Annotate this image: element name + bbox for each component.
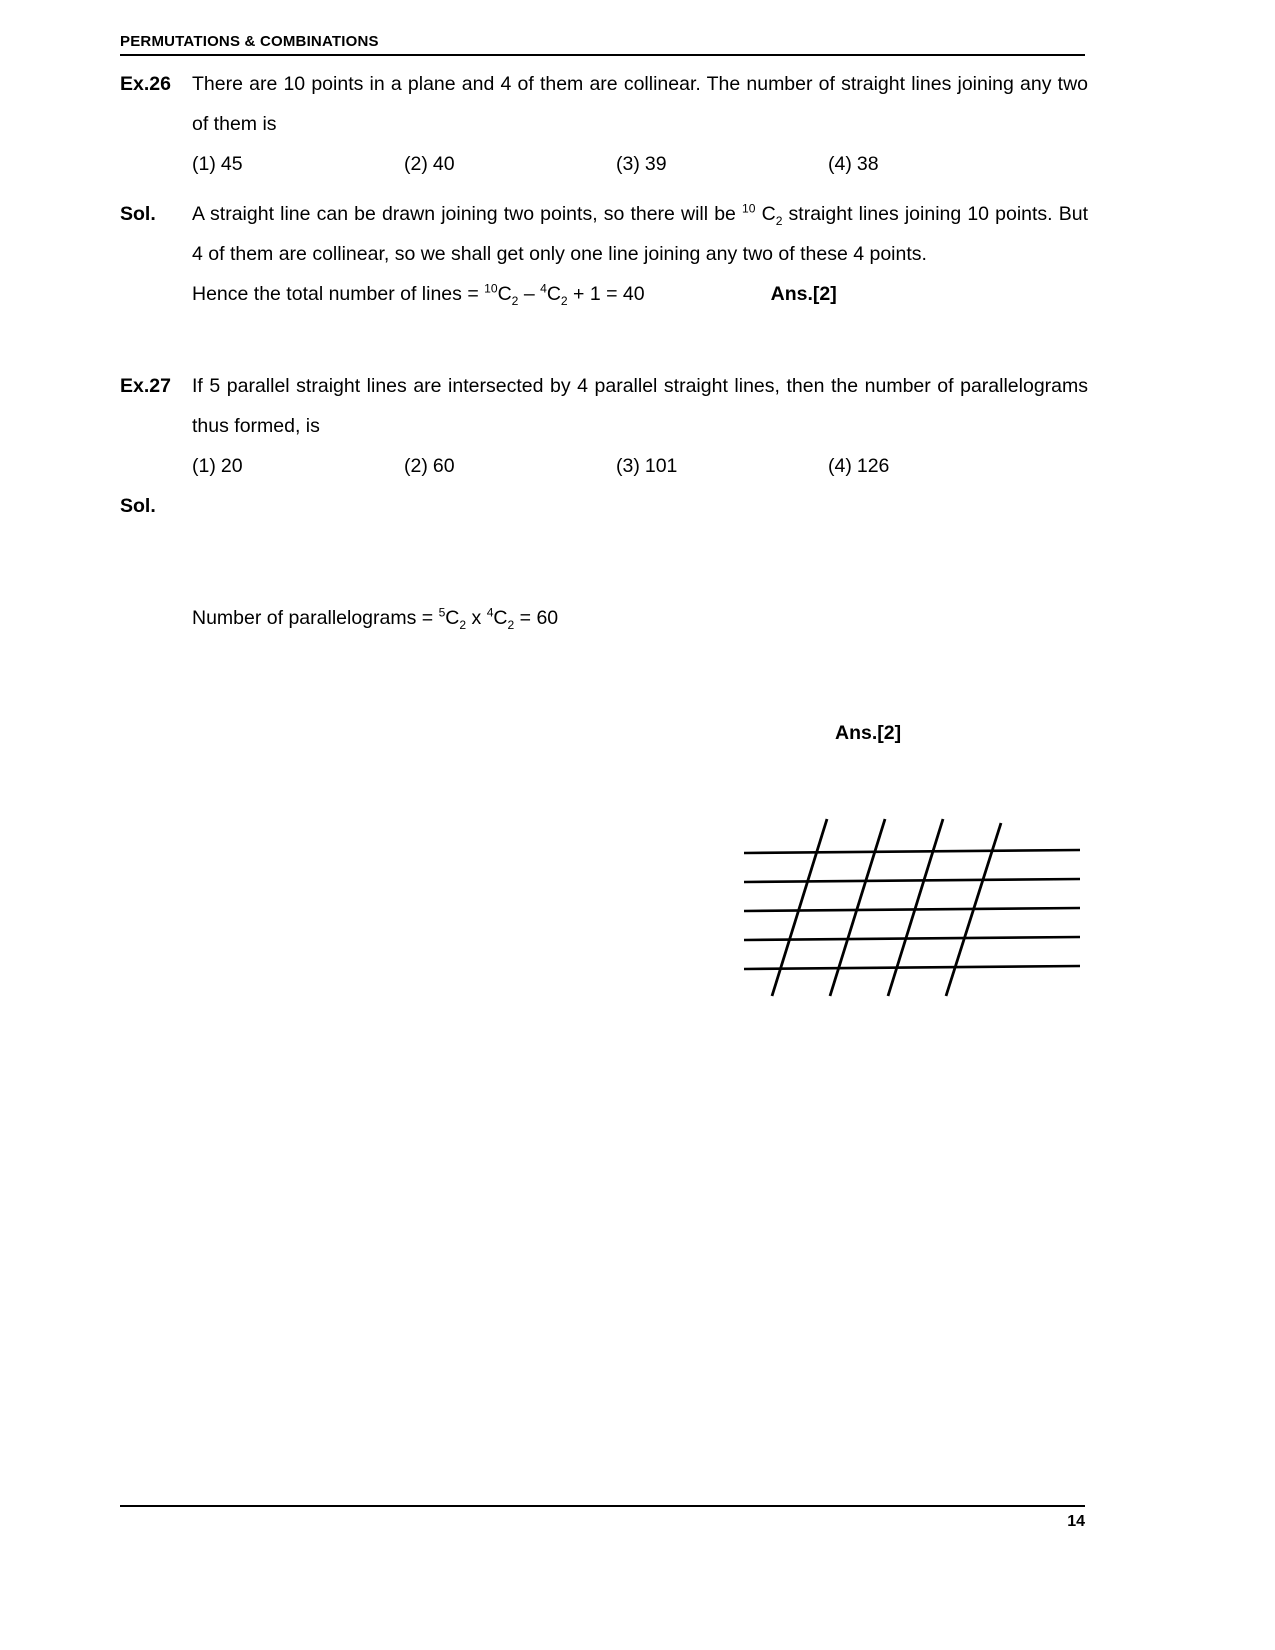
question-27-statement-row [120, 366, 1088, 446]
solution-26-line1-part-a: A straight line can be drawn joining two points, so there will be [192, 203, 736, 225]
solution-27-subscript-1: 2 [459, 617, 467, 632]
option-26-2-value: 40 [432, 153, 455, 175]
solution-27-expression-row [120, 598, 1088, 638]
horizontal-lines-group [744, 850, 1080, 969]
option-26-1-value: 45 [220, 153, 243, 175]
slanted-line-3 [888, 819, 943, 996]
option-27-4[interactable] [828, 446, 1040, 486]
solution-27-times: x [471, 607, 482, 629]
solution-26-final-row [120, 274, 1088, 314]
question-block-26 [120, 64, 1088, 314]
solution-27-row [120, 486, 1088, 526]
solution-27-superscript-1: 5 [438, 605, 446, 620]
option-27-1-value: 20 [220, 455, 243, 477]
solution-26-body [192, 194, 1088, 274]
option-27-3-value: 101 [644, 455, 678, 477]
solution-26-line1-superscript: 10 [742, 201, 756, 216]
question-26-options [192, 144, 1088, 184]
question-27-text: If 5 parallel straight lines are intersected by 4 parallel straight lines, then the number of parallelograms thus formed, is [192, 375, 1088, 437]
solution-26-line2-minus: – [523, 283, 535, 305]
solution-26-line2-part-a: Hence the total number of lines = [192, 283, 479, 305]
question-27-options-row [120, 446, 1088, 486]
option-26-4-value: 38 [856, 153, 879, 175]
parallel-lines-figure [732, 806, 1092, 1006]
solution-27-base-1: C [445, 607, 460, 629]
option-27-2[interactable] [404, 446, 616, 486]
solution-26-row [120, 194, 1088, 274]
option-26-4[interactable] [828, 144, 1040, 184]
parallel-lines-grid-svg [732, 806, 1092, 1006]
option-26-3-value: 39 [644, 153, 667, 175]
question-27-tag: Ex.27 [120, 375, 171, 397]
solution-26-line2-subscript-2: 2 [560, 293, 568, 308]
question-block-27 [120, 366, 1088, 744]
solution-27-superscript-2: 4 [486, 605, 494, 620]
answer-27: Ans.[2] [835, 722, 902, 744]
horizontal-line-2 [744, 879, 1080, 882]
solution-26-line1-part-b: straight lines joining 10 points. But 4 of them are collinear, so we shall get only one line joining any two of these 4 points. [192, 203, 1088, 265]
option-27-3-number: (3) [616, 455, 640, 477]
slanted-line-2 [830, 819, 885, 996]
solution-26-line2-subscript-1: 2 [511, 293, 519, 308]
solution-26-final-expression [192, 274, 645, 314]
option-27-1[interactable] [192, 446, 404, 486]
solution-27-subscript-2: 2 [507, 617, 515, 632]
solution-26-final-line [192, 274, 1088, 314]
solution-26-line2-part-b: + 1 = 40 [573, 283, 645, 305]
solution-27-expression [192, 605, 559, 632]
solution-26-line2-base-1: C [497, 283, 512, 305]
page-footer [120, 1505, 1085, 1531]
solution-27-line-part-b: = 60 [519, 607, 559, 629]
page-header [120, 34, 1085, 56]
option-26-4-number: (4) [828, 153, 852, 175]
header-divider [120, 54, 1085, 56]
horizontal-line-3 [744, 908, 1080, 911]
option-27-2-number: (2) [404, 455, 428, 477]
solution-26-line2-superscript-1: 10 [484, 281, 498, 296]
answer-26: Ans.[2] [770, 283, 837, 305]
solution-27-tag: Sol. [120, 495, 156, 517]
header-title: PERMUTATIONS & COMBINATIONS [120, 33, 379, 50]
option-26-1-number: (1) [192, 153, 216, 175]
question-26-statement-row [120, 64, 1088, 144]
solution-26-line1-subscript: 2 [775, 213, 783, 228]
option-26-2-number: (2) [404, 153, 428, 175]
solution-26-line2-superscript-2: 4 [540, 281, 547, 296]
option-27-2-value: 60 [432, 455, 455, 477]
question-26-options-row [120, 144, 1088, 184]
solution-26-line2-base-2: C [546, 283, 561, 305]
question-27-options [192, 446, 1088, 486]
option-26-3[interactable] [616, 144, 828, 184]
option-27-4-value: 126 [856, 455, 890, 477]
option-27-4-number: (4) [828, 455, 852, 477]
solution-27-line-part-a: Number of parallelograms = [192, 607, 434, 629]
horizontal-line-4 [744, 937, 1080, 940]
solution-27-base-2: C [493, 607, 508, 629]
horizontal-line-5 [744, 966, 1080, 969]
solution-26-tag: Sol. [120, 203, 156, 225]
solution-26-line1-combination-base: C [761, 203, 776, 225]
page-number: 14 [1067, 1513, 1085, 1530]
question-26-tag: Ex.26 [120, 73, 171, 95]
option-27-3[interactable] [616, 446, 828, 486]
option-26-3-number: (3) [616, 153, 640, 175]
option-26-1[interactable] [192, 144, 404, 184]
horizontal-line-1 [744, 850, 1080, 853]
option-27-1-number: (1) [192, 455, 216, 477]
option-26-2[interactable] [404, 144, 616, 184]
question-26-text: There are 10 points in a plane and 4 of them are collinear. The number of straight lines joining any two of them is [192, 73, 1088, 135]
